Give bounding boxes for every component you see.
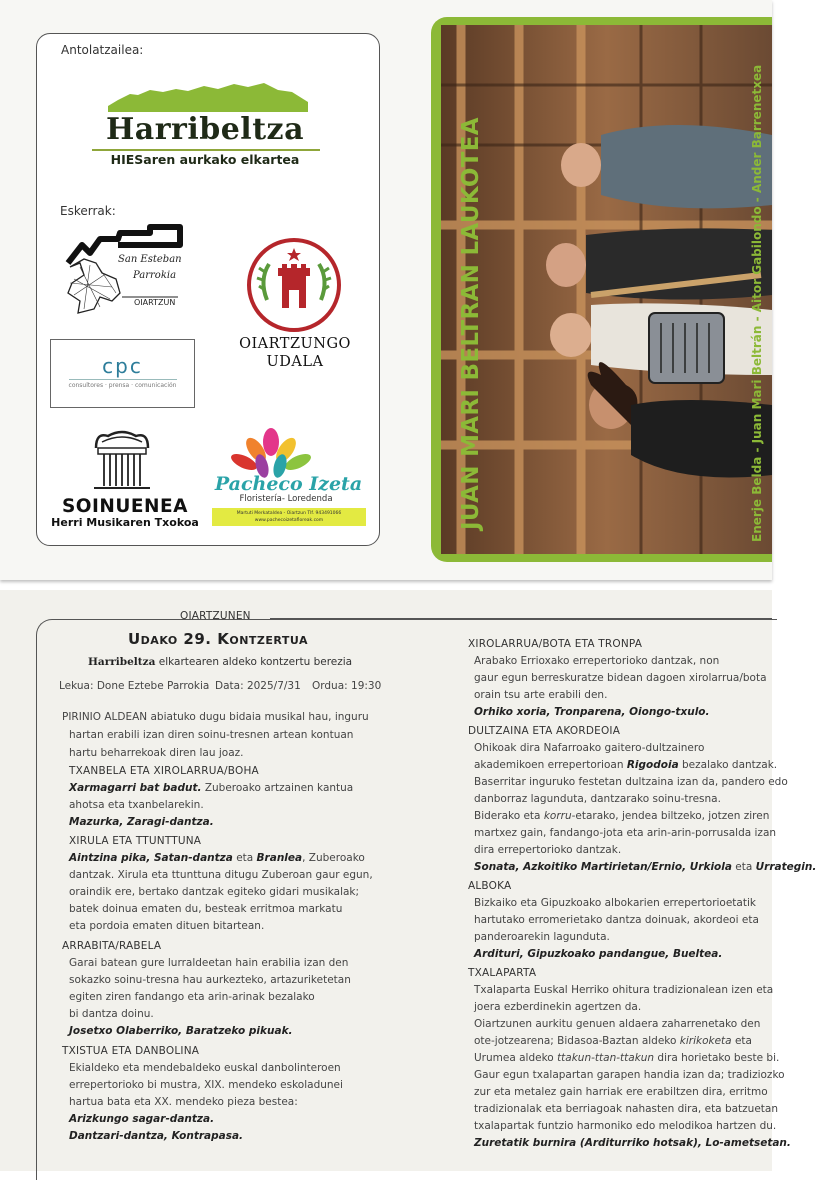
thanks-label: Eskerrak: <box>60 204 116 218</box>
section-line: egiten ziren fandango eta arin-arinak bezalako <box>69 991 315 1003</box>
pacheco-contact-bar <box>212 508 366 526</box>
soinuenea-arch-icon <box>88 428 156 492</box>
section-line: gaur egun berreskuratze bidean dagoen xirolarrua/bota <box>474 672 767 684</box>
section-heading: XIROLARRUA/BOTA ETA TRONPA <box>468 638 643 650</box>
section-text: ote-jotzearena; Bidasoa-Baztan aldeko <box>474 1035 680 1047</box>
band-photo-illustration <box>441 25 772 554</box>
concert-title: Udako 29. Kontzertua <box>128 630 308 648</box>
organizer-label: Antolatzailea: <box>61 43 144 57</box>
section-heading: XIRULA ETA TTUNTTUNA <box>69 835 202 847</box>
section-line: sokazko soinu-tresna hau aurkezteko, artazuriketetan <box>69 974 351 986</box>
section-text: -etarako, jendea biltzeko, jotzen ziren <box>571 810 770 822</box>
piece-title: Xarmagarri bat badut. <box>69 782 202 794</box>
section-line: zur eta metalez gain harriak ere erabiltzen dira, erritmo <box>474 1086 768 1098</box>
section-pieces: Orhiko xoria, Tronparena, Oiongo-txulo. <box>474 706 710 718</box>
section-line: Garai batean gure lurraldeetan hain erabilia izan den <box>69 957 349 969</box>
program-page <box>0 590 816 1171</box>
concert-subtitle-org: Harribeltza <box>88 656 156 668</box>
section-pieces: Josetxo Olaberriko, Baratzeko pikuak. <box>69 1025 293 1037</box>
section-heading: ALBOKA <box>468 880 512 892</box>
section-line: eta pordoia ematen dituen bitartean. <box>69 920 265 932</box>
section-line: bi dantza doinu. <box>69 1008 154 1020</box>
oiartzun-town-crest-icon <box>245 236 343 334</box>
harribeltza-subtitle: HIESaren aurkako elkartea <box>110 152 300 167</box>
section-line: tradizionalak eta berriagoak nahasten dira, eta batzuetan <box>474 1103 779 1115</box>
pacheco-address: Martuti Merkataldea - Oiartzun Tlf. 943491066 <box>236 511 342 516</box>
pacheco-web: www.pachecoizetafloreak.com <box>254 518 324 523</box>
section-heading: ARRABITA/RABELA <box>62 940 162 952</box>
parish-name-line1: San Esteban <box>118 254 182 265</box>
harribeltza-logo-text: Harribeltza <box>105 112 305 147</box>
section-line: txalapartak funtzio harmoniko edo melodikoa hartzen du. <box>474 1120 777 1132</box>
section-pieces: Ardituri, Gipuzkoako pandangue, Bueltea. <box>474 948 723 960</box>
section-text: bezalako dantzak. <box>678 759 778 771</box>
intro-line: hartu beharrekoak diren lau joaz. <box>69 747 244 759</box>
section-line <box>69 782 353 795</box>
concert-time: Ordua: 19:30 <box>312 680 382 692</box>
soinuenea-tagline: Herri Musikaren Txokoa <box>51 516 199 529</box>
piece-title: Rigodoia <box>626 759 679 771</box>
section-text: eta <box>232 852 257 864</box>
section-pieces: Zuretatik burnira (Arditurriko hotsak), Lo-ametsetan. <box>474 1137 791 1149</box>
section-line: Ekialdeko eta mendebaldeko euskal danbolinteroen <box>69 1062 341 1074</box>
section-text: Urumea aldeko <box>474 1052 558 1064</box>
section-line <box>474 810 769 823</box>
section-line: Txalaparta Euskal Herriko ohitura tradizionalean izen eta <box>474 984 774 996</box>
concert-date: Data: 2025/7/31 <box>215 680 301 692</box>
section-line: Arabako Errioxako errepertorioko dantzak, non <box>474 655 720 667</box>
parish-town: OIARTZUN <box>134 298 176 307</box>
program-header: OIARTZUNEN <box>180 610 251 622</box>
section-pieces: Mazurka, Zaragi-dantza. <box>69 816 214 828</box>
section-line: ahotsa eta txanbelarekin. <box>69 799 204 811</box>
section-line: joera ezberdinekin agertzen da. <box>474 1001 642 1013</box>
section-line: batek doinua ematen du, besteak erritmoa markatu <box>69 903 343 915</box>
section-pieces: Dantzari-dantza, Kontrapasa. <box>69 1130 244 1142</box>
section-heading: TXALAPARTA <box>468 967 537 979</box>
soinuenea-name: SOINUENEA <box>61 496 188 517</box>
section-line: errepertorioko bi mustra, XIX. mendeko eskoladunei <box>69 1079 343 1091</box>
piece-title: Urrategin. <box>755 861 816 873</box>
section-pieces: Arizkungo sagar-dantza. <box>69 1113 215 1125</box>
pacheco-tagline: Floristería- Loredenda <box>239 494 333 504</box>
section-line: Oiartzunen aurkitu genuen aldaera zaharrenetako den <box>474 1018 761 1030</box>
section-text: eta <box>731 861 756 873</box>
section-line: panderoarekin lagunduta. <box>474 931 610 943</box>
section-line: hartua bata eta XX. mendeko pieza bestea: <box>69 1096 298 1108</box>
section-heading: DULTZAINA ETA AKORDEOIA <box>468 725 621 737</box>
intro-line: PIRINIO ALDEAN abiatuko dugu bidaia musikal hau, inguru <box>62 711 369 723</box>
cover-page <box>0 0 772 580</box>
section-line: dira errepertorioko dantzak. <box>474 844 622 856</box>
section-line <box>474 1052 779 1065</box>
cpc-logo <box>50 339 195 408</box>
section-text: eta <box>731 1035 752 1047</box>
parish-name-line2: Parrokia <box>133 270 177 281</box>
section-heading: TXISTUA ETA DANBOLINA <box>62 1045 200 1057</box>
concert-place: Lekua: Done Eztebe Parrokia <box>59 680 210 692</box>
section-line: orain tsu arte erabili den. <box>474 689 608 701</box>
harribeltza-mountain-icon <box>108 80 308 112</box>
band-photo <box>441 25 772 554</box>
intro-line: hartan erabili izan diren soinu-tresnen artean kontuan <box>69 729 354 741</box>
section-text: Zuberoako artzainen kantua <box>201 782 354 794</box>
section-text: korru <box>543 810 572 822</box>
section-heading: TXANBELA ETA XIROLARRUA/BOHA <box>69 765 259 777</box>
section-line: hartutako erromerietako dantza doinuak, akordeoi eta <box>474 914 759 926</box>
piece-title: Aintzina pika, Satan-dantza <box>69 852 233 864</box>
section-text: akademikoen errepertorioan <box>474 759 627 771</box>
section-line: Bizkaiko eta Gipuzkoako albokarien errepertorioetatik <box>474 897 756 909</box>
pacheco-name: Pacheco Izeta <box>214 473 363 495</box>
section-line: Baserritar inguruko festetan dultzaina izan da, pandero edo <box>474 776 788 788</box>
band-title: JUAN MARI BELTRAN LAUKOTEA <box>458 117 484 530</box>
section-line <box>69 852 365 865</box>
section-text: , Zuberoako <box>302 852 365 864</box>
section-line: danborraz lagunduta, dantzarako soinu-tresna. <box>474 793 721 805</box>
cpc-tagline: consultores · prensa · comunicación <box>68 382 177 389</box>
concert-subtitle-rest: elkartearen aldeko kontzertu berezia <box>155 656 353 668</box>
band-members: Enerje Belda - Juan Mari Beltrán - Aitor Gabilondo - Ander Barrenetxea <box>750 64 764 542</box>
section-text: kirikoketa <box>679 1035 732 1047</box>
cpc-divider <box>69 379 177 380</box>
section-line: Gaur egun txalapartan garapen handia izan da; tradiziozko <box>474 1069 785 1081</box>
section-text: Biderako eta <box>474 810 544 822</box>
piece-title: Branlea <box>256 852 303 864</box>
section-line <box>474 1035 752 1048</box>
section-line: dantzak. Xirula eta ttunttuna ditugu Zuberoan gaur egun, <box>69 869 373 881</box>
section-line <box>474 759 777 772</box>
udala-name-line2: UDALA <box>266 354 324 370</box>
cpc-name: cpc <box>102 354 143 378</box>
concert-subtitle <box>88 656 352 669</box>
udala-name-line1: OIARTZUNGO <box>239 336 351 352</box>
section-line: oraindik ere, bertako dantzak egiteko gidari musikalak; <box>69 886 360 898</box>
section-pieces <box>474 861 816 874</box>
section-text: ttakun-ttan-ttakun <box>557 1052 655 1064</box>
section-line: martxez gain, fandango-jota eta arin-arin-porrusalda izan <box>474 827 777 839</box>
section-line: Ohikoak dira Nafarroako gaitero-dultzainero <box>474 742 705 754</box>
section-text: dira horietako beste bi. <box>654 1052 780 1064</box>
piece-title: Sonata, Azkoitiko Martirietan/Ernio, Urkiola <box>474 861 732 873</box>
harribeltza-divider <box>92 149 320 151</box>
